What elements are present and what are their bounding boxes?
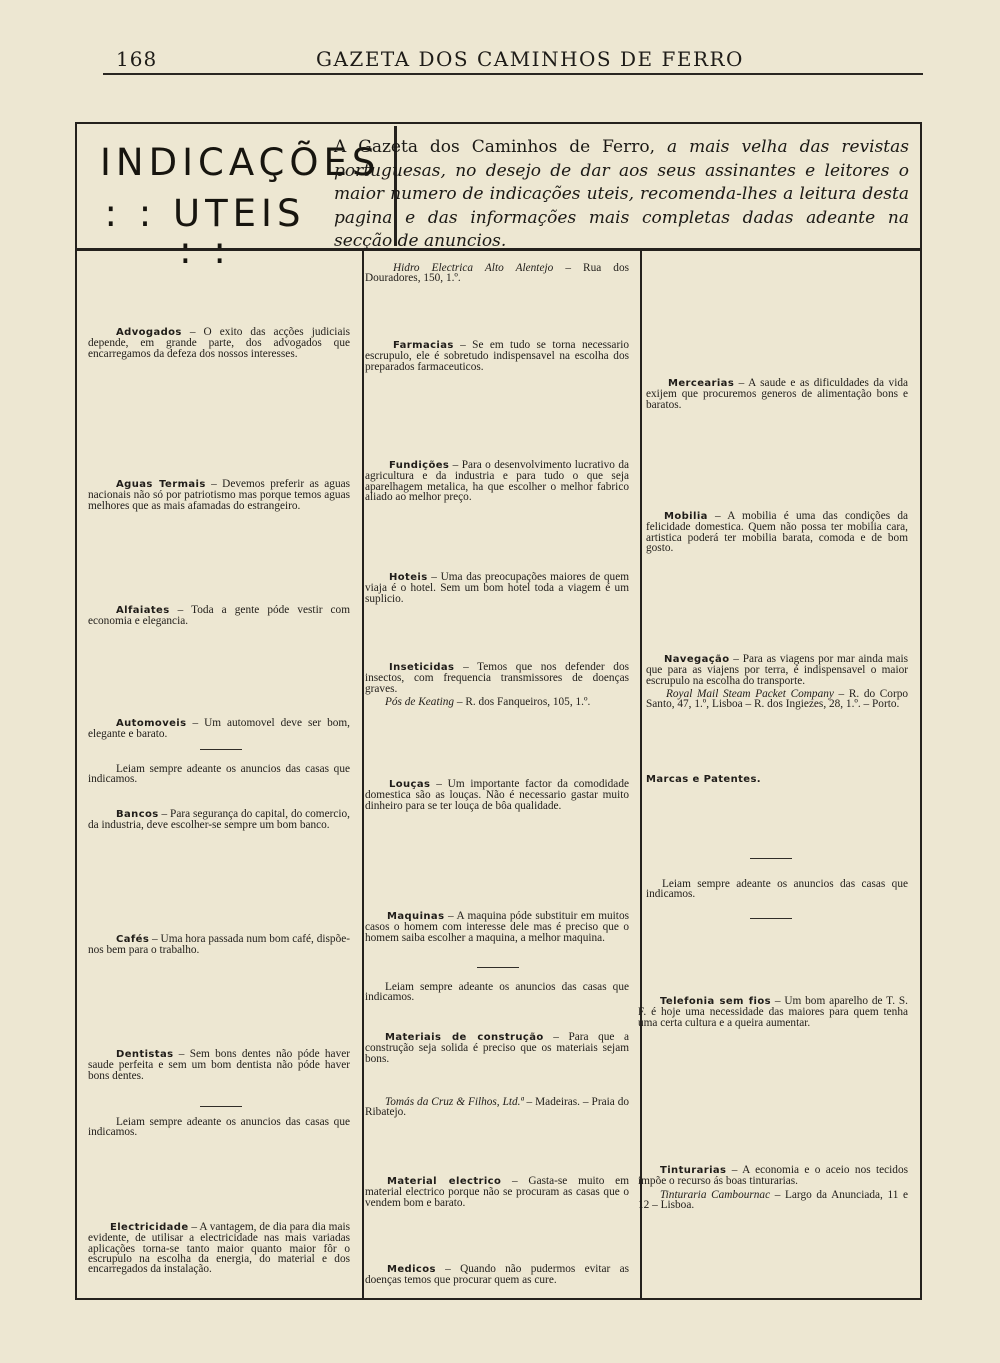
entry-text: – R. dos Fanqueiros, 105, 1.º. <box>454 695 591 708</box>
entry-fundicoes <box>365 460 629 502</box>
entry-text: – Uma hora passada num bom café, dispõe-nos bem para o trabalho. <box>88 933 350 957</box>
entry-text: – O exito das acções judiciais depende, em grande parte, dos advogados que encarregamos da defeza dos nossos interesses. <box>88 326 350 360</box>
entry-navegacao <box>646 654 908 709</box>
entry-text: – Para segurança do capital, do comercio, da industria, deve escolher-se sempre um bom banco. <box>88 808 350 832</box>
entry-tomas-da-cruz <box>365 1097 629 1118</box>
separator-rule <box>477 967 519 968</box>
entry-mercearias <box>646 378 908 410</box>
entry-inseticidas <box>365 662 629 707</box>
entry-keyword: Navegação <box>664 654 730 665</box>
entry-automoveis <box>88 718 350 740</box>
entry-loucas <box>365 779 629 811</box>
entry-keyword: Mercearias <box>668 378 735 389</box>
entry-text: – Para o desenvolvimento lucrativo da agricultura e da industria e para tudo o que seja aparelhagem metalica, ha que escolher o melhor fabrico aliado ao melhor preço. <box>365 459 629 503</box>
entry-medicos <box>365 1264 629 1286</box>
entry-text: Leiam sempre adeante os anuncios das casas que indicamos. <box>365 981 629 1004</box>
entry-keyword: Cafés <box>116 934 150 945</box>
entry-text: – Temos que nos defender dos insectos, com frequencia transmissores de doenças graves. <box>365 661 629 695</box>
entry-text: – Se em tudo se torna necessario escrupulo, ele é sobretudo indispensavel na escolha dos preparados farmaceuticos. <box>365 339 629 373</box>
entry-material-electrico <box>365 1176 629 1208</box>
entry-pos-keating <box>365 697 629 707</box>
entry-text: – Quando não pudermos evitar as doenças temos que procurar quem as cure. <box>365 1263 629 1287</box>
entry-company: Pós de Keating <box>385 695 455 708</box>
entry-text: Leiam sempre adeante os anuncios das casas que indicamos. <box>646 878 908 901</box>
entry-leiam-4 <box>646 879 908 900</box>
entry-tinturarias <box>638 1165 908 1210</box>
column-divider-1 <box>362 251 364 1298</box>
entry-text: – Rua dos Douradores, 150, 1.º. <box>365 262 629 285</box>
page-number: 168 <box>116 47 158 71</box>
entry-keyword: Medicos <box>387 1264 436 1275</box>
header-rule <box>103 73 923 75</box>
entry-keyword: Louças <box>389 779 431 790</box>
entry-keyword: Aguas Termais <box>116 479 206 490</box>
entry-cafes <box>88 934 350 956</box>
separator-rule <box>200 749 242 750</box>
entry-maquinas <box>365 911 629 943</box>
entry-keyword: Bancos <box>116 809 159 820</box>
entry-aguas-termais <box>88 479 350 511</box>
intro-paragraph <box>334 136 909 254</box>
entry-company: Tinturaria Cambournac <box>660 1188 771 1201</box>
entry-keyword: Maquinas <box>387 911 445 922</box>
entry-leiam-1 <box>88 764 350 785</box>
entry-keyword: Tinturarias <box>660 1165 727 1176</box>
entry-keyword: Telefonia sem fios <box>660 996 771 1007</box>
separator-rule <box>750 918 792 919</box>
entry-keyword: Materiais de construção <box>385 1032 544 1043</box>
entry-keyword: Alfaiates <box>116 605 170 616</box>
entry-text: – A economia e o aceio nos tecidos impõe o recurso ás boas tinturarias. <box>638 1164 908 1188</box>
entry-advogados <box>88 327 350 359</box>
entry-keyword: Material electrico <box>387 1176 502 1187</box>
entry-alfaiates <box>88 605 350 627</box>
entry-text: – Um bom aparelho de T. S. F. é hoje uma necessidade das maiores para quem tenha uma certa cultura e a queira aumentar. <box>638 995 908 1029</box>
entry-dentistas <box>88 1049 350 1081</box>
intro-body: a mais velha das revistas portuguesas, no desejo de dar aos seus assinantes e leitores o maior numero de indicações uteis, recomenda-lhes a leitura desta pagina e das informações mais completas dadas adeante na secção de anuncios. <box>334 137 909 251</box>
entry-keyword: Marcas e Patentes. <box>646 774 762 785</box>
entry-company: Tomás da Cruz & Filhos, Ltd.ª <box>385 1096 524 1108</box>
entry-text: – Para as viagens por mar ainda mais que para as viajens por terra, é indispensavel o maior escrupulo na escolha do transporte. <box>646 653 908 687</box>
entry-text: – Madeiras. – Praia do Ribatejo. <box>365 1096 629 1119</box>
entry-keyword: Farmacias <box>393 340 454 351</box>
journal-title: GAZETA DOS CAMINHOS DE FERRO <box>316 47 744 71</box>
entry-text: – A maquina póde substituir em muitos casos o homem com interesse dele mas é preciso que o homem saiba escolher a maquina, a melhor maquina. <box>365 910 629 944</box>
entry-keyword: Fundições <box>389 460 450 471</box>
entry-hoteis <box>365 572 629 604</box>
entry-marcas-patentes <box>646 774 908 785</box>
section-title: INDICAÇÕES <box>100 141 381 184</box>
entry-text: – Sem bons dentes não póde haver saude perfeita e sem um bom dentista não póde haver bons dentes. <box>88 1048 350 1082</box>
entry-farmacias <box>365 340 629 372</box>
entry-text: – R. do Corpo Santo, 47, 1.º, Lisboa – R. dos Ingiezes, 28, 1.º. – Porto. <box>646 687 908 711</box>
entry-text: Leiam sempre adeante os anuncios das casas que indicamos. <box>88 763 350 786</box>
entry-materiais-construcao <box>365 1032 629 1064</box>
entry-keyword: Automoveis <box>116 718 187 729</box>
entry-text: Leiam sempre adeante os anuncios das casas que indicamos. <box>88 1116 350 1139</box>
entry-keyword: Inseticidas <box>389 662 455 673</box>
entry-company: Hidro Electrica Alto Alentejo <box>393 262 554 274</box>
entry-mobilia <box>646 511 908 553</box>
separator-rule <box>750 858 792 859</box>
entry-keyword: Hoteis <box>389 572 428 583</box>
entry-company: Royal Mail Steam Packet Company <box>666 687 834 700</box>
entry-text: – Uma das preocupações maiores de quem viaja é o hotel. Sem um bom hotel toda a viagem é um suplicio. <box>365 571 629 605</box>
entry-bancos <box>88 809 350 831</box>
entry-keyword: Advogados <box>116 327 182 338</box>
entry-leiam-3 <box>365 982 629 1003</box>
entry-text: – Um importante factor da comodidade domestica são as louças. Não é necessario gastar muito dinheiro para se ter louça de bôa qualidade. <box>365 778 629 812</box>
entry-electricidade <box>88 1222 350 1274</box>
entry-keyword: Mobilia <box>664 511 708 522</box>
entry-leiam-2 <box>88 1117 350 1138</box>
entry-text: – Largo da Anunciada, 11 e 12 – Lisboa. <box>638 1188 908 1211</box>
entry-text: – A saude e as dificuldades da vida exijem que procuremos generos de alimentação bons e baratos. <box>646 377 908 411</box>
entry-text: – Toda a gente póde vestir com economia e elegancia. <box>88 604 350 628</box>
entry-text: – Gasta-se muito em material electrico porque não se procuram as casas que o vendem bom e barato. <box>365 1175 629 1209</box>
column-divider-2 <box>640 251 642 1298</box>
entry-keyword: Electricidade <box>110 1222 189 1233</box>
entry-cambournac <box>638 1190 908 1211</box>
section-subtitle: : : UTEIS : : <box>104 192 306 272</box>
entry-text: – A mobilia é uma das condições da felicidade domestica. Quem não possa ter mobilia cara, artistica poderá ter mobilia barata, comoda e de bom gosto. <box>646 510 908 554</box>
entry-text: – A vantagem, de dia para dia mais evidente, de utilisar a electricidade nas mais variadas aplicações torna-se tanto maior quanto maior fôr o escrupulo na escolha da energia, do material e dos encarregados da instalação. <box>88 1221 350 1276</box>
intro-lead: A Gazeta dos Caminhos de Ferro, <box>334 137 655 157</box>
entry-royal-mail <box>646 689 908 710</box>
entry-text: – Para que a construção seja solida é preciso que os materiais sejam bons. <box>365 1031 629 1065</box>
entry-keyword: Dentistas <box>116 1049 174 1060</box>
entry-hidro-electrica <box>365 263 629 284</box>
entry-telefonia <box>638 996 908 1028</box>
separator-rule <box>200 1106 242 1107</box>
entry-text: – Devemos preferir as aguas nacionais não só por patriotismo mas porque temos aguas melhores que as mais afamadas do estrangeiro. <box>88 478 351 512</box>
entry-text: – Um automovel deve ser bom, elegante e barato. <box>88 717 350 741</box>
